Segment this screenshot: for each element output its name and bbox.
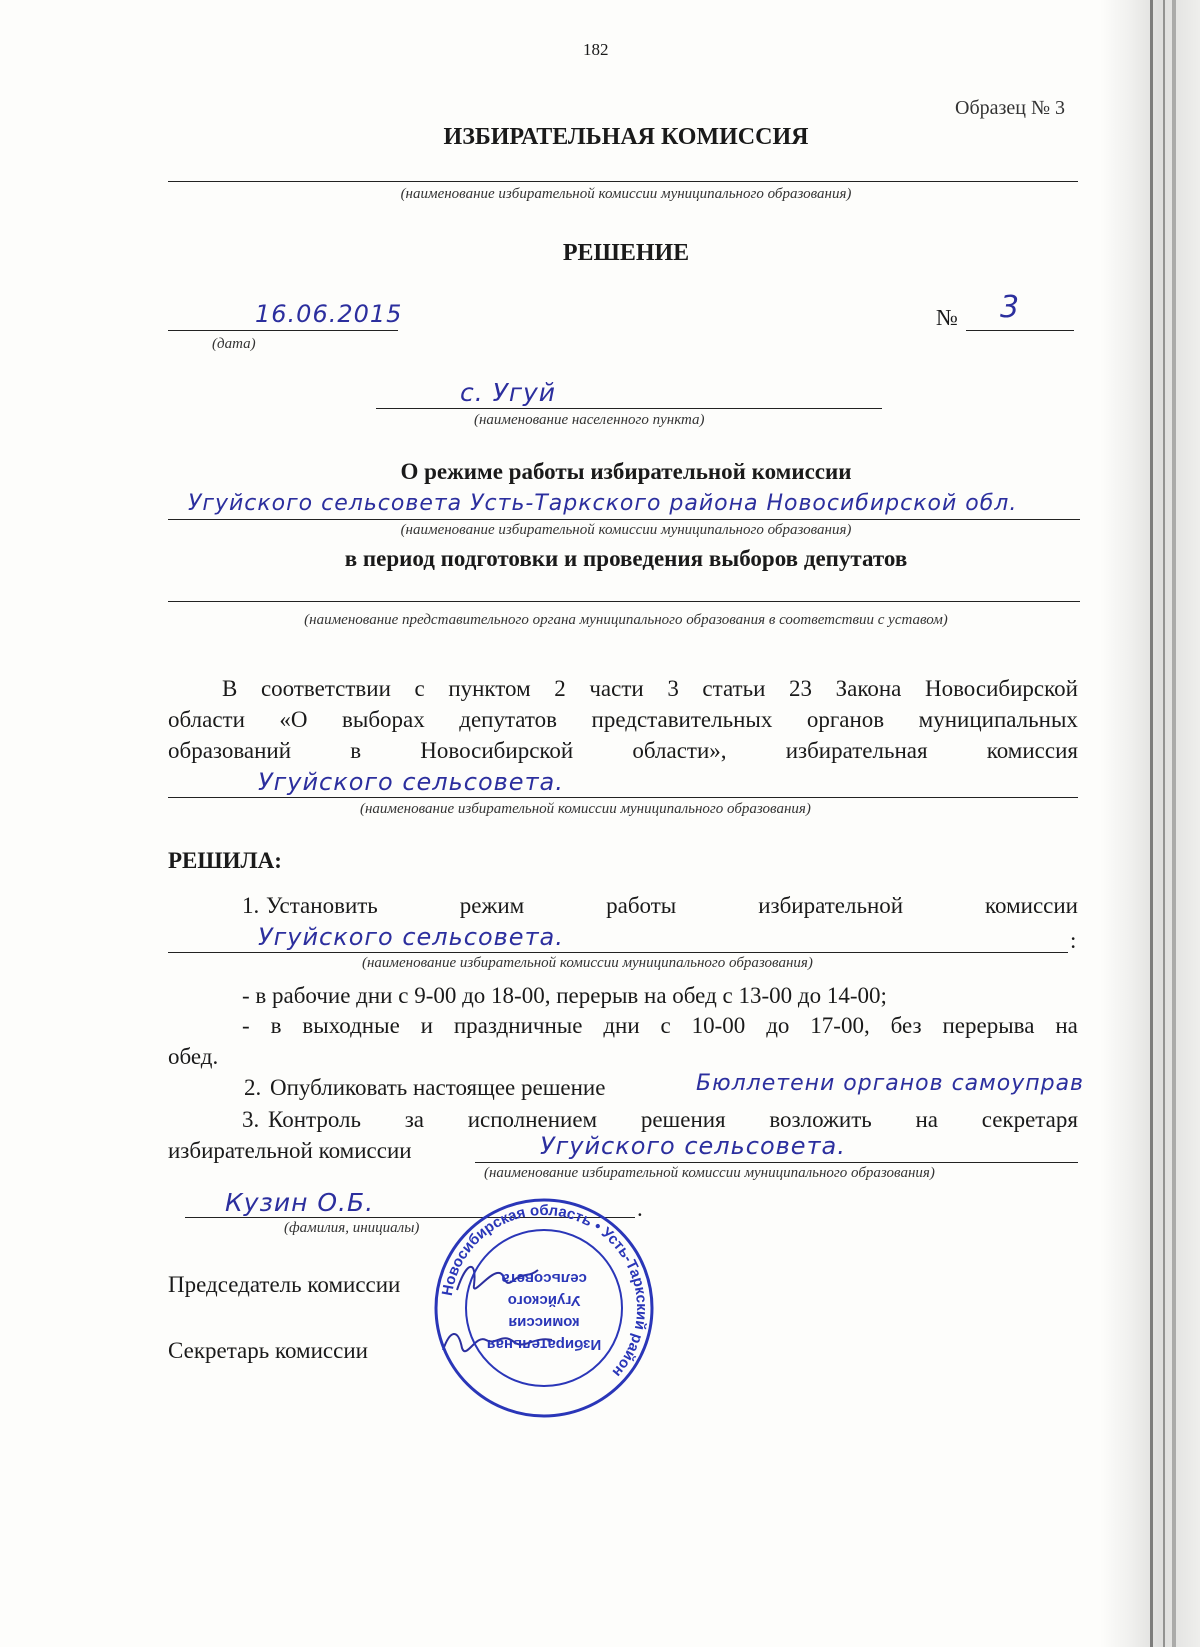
item1-commission-line bbox=[168, 952, 1068, 953]
body-name-line bbox=[168, 601, 1080, 602]
item1-colon: : bbox=[1070, 928, 1077, 953]
resolved-label: РЕШИЛА: bbox=[168, 848, 282, 873]
preamble-word: представительных bbox=[591, 707, 773, 732]
item3-word: секретаря bbox=[981, 1107, 1078, 1132]
hours-word: 17-00, bbox=[810, 1013, 870, 1038]
stamp-inner-line: Угуйского bbox=[507, 1292, 581, 1309]
decision-title: РЕШЕНИЕ bbox=[562, 240, 690, 266]
item1-number: 1. bbox=[242, 893, 260, 918]
secretary-label: Секретарь комиссии bbox=[168, 1338, 368, 1363]
preamble-word: выборах bbox=[342, 707, 425, 732]
preamble-word: 3 bbox=[667, 676, 679, 701]
item2-number: 2. bbox=[244, 1075, 262, 1100]
preamble-line3 bbox=[168, 735, 1078, 766]
item3-word: возложить bbox=[769, 1107, 872, 1132]
item1-line bbox=[266, 890, 1078, 921]
date-handwritten: 16.06.2015 bbox=[255, 300, 403, 328]
item3-caption: (наименование избирательной комиссии муниципального образования) bbox=[484, 1165, 935, 1181]
preamble-word: области», bbox=[632, 738, 727, 763]
commission-title: ИЗБИРАТЕЛЬНАЯ КОМИССИЯ bbox=[443, 124, 809, 150]
preamble-commission-handwritten: Угуйского сельсовета. bbox=[258, 768, 564, 796]
preamble-word: Новосибирской bbox=[924, 676, 1078, 701]
item2-handwritten: Бюллетени органов самоуправ bbox=[696, 1071, 1085, 1096]
hours-word: перерыва bbox=[942, 1013, 1035, 1038]
number-handwritten: 3 bbox=[1000, 290, 1021, 325]
scan-edge-line bbox=[1172, 0, 1176, 1647]
stamp-inner-line: сельсовета bbox=[501, 1270, 587, 1287]
secretary-name-caption: (фамилия, инициалы) bbox=[284, 1220, 420, 1236]
item1-word: работы bbox=[606, 893, 677, 918]
commission-name-line bbox=[168, 181, 1078, 182]
item3-commission-line bbox=[475, 1162, 1078, 1163]
item1-word: режим bbox=[459, 893, 525, 918]
hours-word: без bbox=[890, 1013, 922, 1038]
item3-word: за bbox=[404, 1107, 424, 1132]
preamble-word: избирательная bbox=[785, 738, 928, 763]
chairman-label: Председатель комиссии bbox=[168, 1272, 401, 1297]
body-caption: (наименование представительного органа муниципального образования в соответствии с уставом) bbox=[304, 612, 948, 628]
date-caption: (дата) bbox=[212, 336, 256, 352]
hours-word: выходные bbox=[302, 1013, 400, 1038]
date-line bbox=[168, 330, 398, 331]
sample-label: Образец № 3 bbox=[955, 97, 1066, 119]
item2-text: Опубликовать настоящее решение bbox=[270, 1075, 606, 1100]
subject-commission-line bbox=[168, 519, 1080, 520]
official-stamp bbox=[432, 1196, 656, 1420]
item1-word: избирательной bbox=[758, 893, 904, 918]
subject-commission-caption: (наименование избирательной комиссии муниципального образования) bbox=[400, 522, 852, 538]
scan-edge-line bbox=[1163, 0, 1165, 1647]
number-line bbox=[966, 330, 1074, 331]
hours-word: праздничные bbox=[453, 1013, 583, 1038]
scan-edge-line bbox=[1150, 0, 1153, 1647]
secretary-name-handwritten: Кузин О.Б. bbox=[225, 1188, 375, 1217]
preamble-line2 bbox=[168, 704, 1078, 735]
item3-number: 3. bbox=[242, 1107, 260, 1132]
hours-word: - bbox=[242, 1013, 250, 1038]
place-line bbox=[376, 408, 882, 409]
preamble-caption: (наименование избирательной комиссии муниципального образования) bbox=[360, 801, 811, 817]
item1-word: комиссии bbox=[985, 893, 1078, 918]
place-handwritten: с. Угуй bbox=[460, 378, 557, 407]
preamble-word: статьи bbox=[702, 676, 766, 701]
preamble-commission-line bbox=[168, 797, 1078, 798]
item3-line bbox=[268, 1104, 1078, 1135]
hours-weekend-line1 bbox=[242, 1010, 1078, 1041]
preamble-word: депутатов bbox=[459, 707, 558, 732]
stamp-inner-line: Избирательная bbox=[486, 1336, 602, 1353]
subject-commission-handwritten: Угуйского сельсовета Усть-Таркского района Новосибирской обл. bbox=[188, 491, 1018, 516]
preamble-word: 23 bbox=[789, 676, 813, 701]
item1-caption: (наименование избирательной комиссии муниципального образования) bbox=[362, 955, 813, 971]
preamble-word: соответствии bbox=[260, 676, 391, 701]
hours-word: в bbox=[270, 1013, 282, 1038]
preamble-word: образований bbox=[168, 738, 292, 763]
item3-line2: избирательной комиссии bbox=[168, 1138, 412, 1163]
item3-word: исполнением bbox=[467, 1107, 598, 1132]
preamble-word: Закона bbox=[835, 676, 902, 701]
subject-line1: О режиме работы избирательной комиссии bbox=[400, 459, 852, 484]
hours-workdays: - в рабочие дни с 9-00 до 18-00, перерыв на обед с 13-00 до 14-00; bbox=[242, 983, 887, 1008]
hours-weekend-line2: обед. bbox=[168, 1044, 219, 1069]
stamp-outer-text: Новосибирская область • Усть-Таркский район bbox=[438, 1201, 651, 1381]
item3-word: решения bbox=[640, 1107, 726, 1132]
item1-word: Установить bbox=[266, 893, 378, 918]
item3-word: Контроль bbox=[268, 1107, 361, 1132]
hours-word: дни bbox=[603, 1013, 640, 1038]
hours-word: с bbox=[660, 1013, 671, 1038]
secretary-name-period: . bbox=[637, 1196, 643, 1221]
subject-line2: в период подготовки и проведения выборов депутатов bbox=[344, 546, 908, 571]
number-label: № bbox=[936, 305, 958, 330]
hours-word: до bbox=[766, 1013, 790, 1038]
preamble-word: в bbox=[350, 738, 362, 763]
preamble-word: пунктом bbox=[448, 676, 531, 701]
preamble-word: области bbox=[168, 707, 245, 732]
preamble-word: Новосибирской bbox=[420, 738, 574, 763]
item1-handwritten: Угуйского сельсовета. bbox=[258, 923, 564, 951]
hours-word: и bbox=[420, 1013, 433, 1038]
preamble-word: муниципальных bbox=[918, 707, 1078, 732]
commission-caption: (наименование избирательной комиссии муниципального образования) bbox=[400, 186, 852, 202]
preamble-word: «О bbox=[279, 707, 308, 732]
preamble-word: части bbox=[589, 676, 644, 701]
preamble-word: В bbox=[222, 676, 238, 701]
item3-handwritten: Угуйского сельсовета. bbox=[540, 1132, 846, 1160]
hours-word: 10-00 bbox=[691, 1013, 746, 1038]
preamble-word: 2 bbox=[554, 676, 566, 701]
preamble-word: с bbox=[414, 676, 425, 701]
preamble-word: органов bbox=[806, 707, 885, 732]
place-caption: (наименование населенного пункта) bbox=[474, 412, 705, 428]
hours-word: на bbox=[1055, 1013, 1078, 1038]
stamp-inner-line: комиссия bbox=[508, 1314, 580, 1331]
preamble-word: комиссия bbox=[986, 738, 1078, 763]
page-number: 182 bbox=[583, 40, 609, 59]
preamble-line1 bbox=[222, 673, 1078, 704]
item3-word: на bbox=[915, 1107, 939, 1132]
